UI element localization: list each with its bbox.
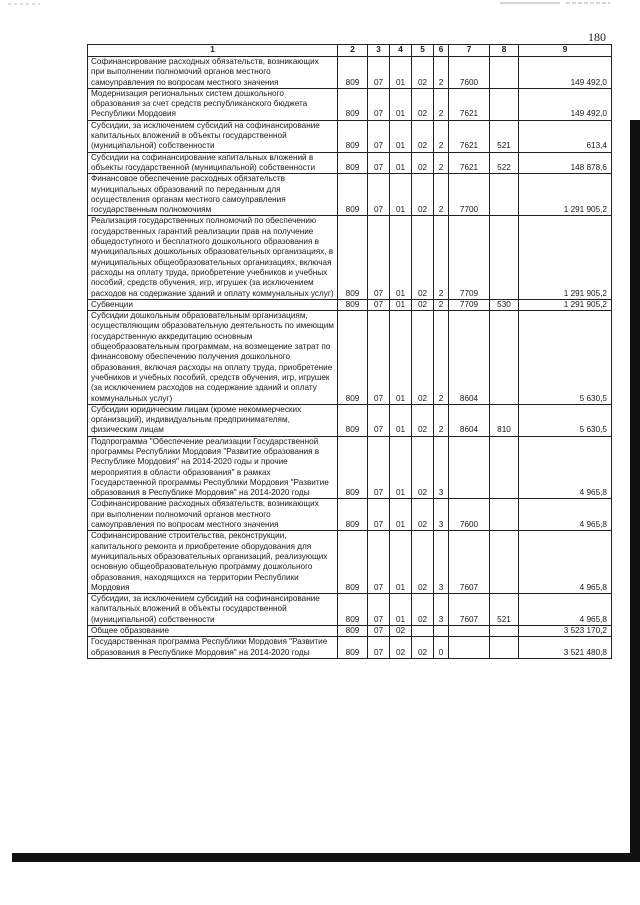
row-amount: 4 965,8 (519, 436, 612, 499)
row-amount: 148 878,6 (519, 152, 612, 174)
row-col-6: 2 (434, 174, 449, 216)
row-col-7: 7700 (449, 174, 490, 216)
row-col-4: 01 (390, 436, 412, 499)
row-col-5: 02 (412, 311, 434, 405)
table-row (88, 88, 612, 120)
row-col-4: 01 (390, 499, 412, 531)
row-col-3: 07 (368, 152, 390, 174)
header-col-1: 1 (88, 45, 338, 57)
row-col-5: 02 (412, 152, 434, 174)
row-col-7 (449, 626, 490, 637)
row-col-2: 809 (338, 626, 368, 637)
row-col-7: 7621 (449, 120, 490, 152)
table-row (88, 626, 612, 637)
row-col-3: 07 (368, 436, 390, 499)
row-col-8 (490, 626, 519, 637)
row-amount: 149 492,0 (519, 88, 612, 120)
row-amount: 4 965,8 (519, 594, 612, 626)
header-col-3: 3 (368, 45, 390, 57)
row-col-2: 809 (338, 152, 368, 174)
row-amount: 613,4 (519, 120, 612, 152)
table-row (88, 216, 612, 299)
table-header-row (88, 45, 612, 57)
row-col-4: 01 (390, 404, 412, 436)
row-name: Модернизация региональных систем дошкольного образования за счет средств республиканского бюджета Республики Мордовия (88, 88, 338, 120)
header-col-6: 6 (434, 45, 449, 57)
row-col-4: 01 (390, 120, 412, 152)
row-col-3: 07 (368, 531, 390, 594)
row-col-3: 07 (368, 311, 390, 405)
table-row (88, 299, 612, 310)
row-amount: 1 291 905,2 (519, 174, 612, 216)
header-col-8: 8 (490, 45, 519, 57)
row-col-6: 2 (434, 299, 449, 310)
row-amount: 149 492,0 (519, 57, 612, 89)
row-col-8: 521 (490, 120, 519, 152)
row-col-6: 2 (434, 311, 449, 405)
row-amount: 4 965,8 (519, 531, 612, 594)
row-col-7: 7709 (449, 216, 490, 299)
row-col-6: 3 (434, 499, 449, 531)
row-col-3: 07 (368, 637, 390, 659)
row-col-6: 2 (434, 216, 449, 299)
table-row (88, 57, 612, 89)
row-col-7: 7600 (449, 57, 490, 89)
row-name: Общее образование (88, 626, 338, 637)
row-col-3: 07 (368, 594, 390, 626)
row-col-8 (490, 174, 519, 216)
row-col-4: 01 (390, 531, 412, 594)
row-col-6: 3 (434, 594, 449, 626)
table-row (88, 436, 612, 499)
row-col-2: 809 (338, 499, 368, 531)
row-col-2: 809 (338, 404, 368, 436)
row-col-5: 02 (412, 174, 434, 216)
row-col-8 (490, 57, 519, 89)
table-row (88, 174, 612, 216)
row-col-4: 01 (390, 299, 412, 310)
scan-edge-marks (0, 0, 640, 12)
row-col-5: 02 (412, 637, 434, 659)
row-amount: 3 521 480,8 (519, 637, 612, 659)
budget-table-container (87, 44, 611, 659)
row-name: Субсидии юридическим лицам (кроме некоммерческих организаций), индивидуальным предпринимателям, физическим лицам (88, 404, 338, 436)
row-amount: 3 523 170,2 (519, 626, 612, 637)
row-col-2: 809 (338, 637, 368, 659)
row-col-4: 01 (390, 594, 412, 626)
row-col-5: 02 (412, 499, 434, 531)
row-col-7: 7607 (449, 594, 490, 626)
row-col-2: 809 (338, 311, 368, 405)
row-col-5 (412, 626, 434, 637)
page-number: 180 (588, 30, 606, 44)
row-col-8: 521 (490, 594, 519, 626)
row-col-5: 02 (412, 216, 434, 299)
row-col-2: 809 (338, 299, 368, 310)
row-col-7: 7709 (449, 299, 490, 310)
row-col-4: 01 (390, 152, 412, 174)
row-col-4: 01 (390, 57, 412, 89)
row-col-3: 07 (368, 57, 390, 89)
row-name: Реализация государственных полномочий по обеспечению государственных гарантий реализации прав на получение общедоступного и бесплатного дошкольного образования в муниципальных дошкольных образовательных организациях, в муниципальных общеобразовательных организациях, включая расходы на оплату труда, приобретение учебников и учебных пособий, средств обучения, игр, игрушек (за исключением расходов на содержание зданий и оплату коммунальных услуг) (88, 216, 338, 299)
row-amount: 1 291 905,2 (519, 216, 612, 299)
row-col-3: 07 (368, 404, 390, 436)
budget-table (87, 44, 612, 659)
row-col-3: 07 (368, 299, 390, 310)
table-row (88, 531, 612, 594)
header-col-9: 9 (519, 45, 612, 57)
row-col-2: 809 (338, 216, 368, 299)
row-col-6: 3 (434, 436, 449, 499)
row-col-7: 7621 (449, 152, 490, 174)
row-col-2: 809 (338, 174, 368, 216)
row-col-5: 02 (412, 57, 434, 89)
row-col-5: 02 (412, 531, 434, 594)
table-row (88, 637, 612, 659)
row-col-6: 2 (434, 152, 449, 174)
row-col-3: 07 (368, 216, 390, 299)
row-col-2: 809 (338, 531, 368, 594)
table-row (88, 499, 612, 531)
row-col-4: 02 (390, 626, 412, 637)
table-row (88, 404, 612, 436)
row-amount: 4 965,8 (519, 499, 612, 531)
scan-right-edge (630, 120, 640, 862)
row-col-2: 809 (338, 436, 368, 499)
row-col-3: 07 (368, 626, 390, 637)
row-name: Субвенции (88, 299, 338, 310)
row-col-2: 809 (338, 57, 368, 89)
table-row (88, 594, 612, 626)
row-col-6: 2 (434, 120, 449, 152)
row-col-5: 02 (412, 594, 434, 626)
row-col-3: 07 (368, 174, 390, 216)
row-name: Софинансирование расходных обязательств, возникающих при выполнении полномочий органов местного самоуправления по вопросам местного значения (88, 57, 338, 89)
row-name: Софинансирование строительства, реконструкции, капитального ремонта и приобретение оборудования для муниципальных образовательных организаций, реализующих основную общеобразовательную программу дошкольного образования, находящихся на территории Республики Мордовия (88, 531, 338, 594)
row-col-3: 07 (368, 499, 390, 531)
row-name: Субсидии дошкольным образовательным организациям, осуществляющим образовательную деятельность по имеющим государственную аккредитацию основным общеобразовательным программам, на возмещение затрат по финансовому обеспечению получения дошкольного образования, включая расходы на оплату труда, приобретение учебников и учебных пособий, средств обучения, игр, игрушек (за исключением расходов на содержание зданий и оплату коммунальных услуг) (88, 311, 338, 405)
row-col-7: 7607 (449, 531, 490, 594)
row-col-6: 3 (434, 531, 449, 594)
row-col-8: 810 (490, 404, 519, 436)
row-col-7: 7600 (449, 499, 490, 531)
row-col-7 (449, 637, 490, 659)
row-name: Субсидии, за исключением субсидий на софинансирование капитальных вложений в объекты государственной (муниципальной) собственности (88, 120, 338, 152)
row-col-2: 809 (338, 120, 368, 152)
row-name: Государственная программа Республики Мордовия "Развитие образования в Республике Мордовия" на 2014-2020 годы (88, 637, 338, 659)
row-name: Субсидии на софинансирование капитальных вложений в объекты государственной (муниципальной) собственности (88, 152, 338, 174)
row-col-5: 02 (412, 299, 434, 310)
header-col-5: 5 (412, 45, 434, 57)
row-col-8 (490, 637, 519, 659)
row-col-6: 2 (434, 404, 449, 436)
row-col-4: 01 (390, 174, 412, 216)
row-col-2: 809 (338, 594, 368, 626)
row-col-5: 02 (412, 404, 434, 436)
row-name: Софинансирование расходных обязательств, возникающих при выполнении полномочий органов местного самоуправления по вопросам местного значения (88, 499, 338, 531)
row-name: Подпрограмма "Обеспечение реализации Государственной программы Республики Мордовия "Развитие образования в Республике Мордовия" на 2014-2020 годы и прочие мероприятия в области образования" в рамках Государственной программы Республики Мордовия "Развитие образования в Республике Мордовия" на 2014-2020 годы (88, 436, 338, 499)
row-col-6: 2 (434, 88, 449, 120)
row-col-7: 8604 (449, 404, 490, 436)
table-row (88, 120, 612, 152)
header-col-2: 2 (338, 45, 368, 57)
row-col-6: 2 (434, 57, 449, 89)
scan-bottom-edge (12, 853, 640, 862)
table-row (88, 152, 612, 174)
row-col-4: 01 (390, 311, 412, 405)
row-col-3: 07 (368, 120, 390, 152)
row-col-4: 02 (390, 637, 412, 659)
row-col-5: 02 (412, 88, 434, 120)
row-col-7: 7621 (449, 88, 490, 120)
row-amount: 5 630,5 (519, 404, 612, 436)
row-col-3: 07 (368, 88, 390, 120)
row-col-8: 530 (490, 299, 519, 310)
row-col-8 (490, 436, 519, 499)
row-col-8 (490, 311, 519, 405)
row-col-2: 809 (338, 88, 368, 120)
row-col-5: 02 (412, 436, 434, 499)
row-col-7 (449, 436, 490, 499)
row-name: Финансовое обеспечение расходных обязательств муниципальных образований по переданным для осуществления органам местного самоуправления государственным полномочиям (88, 174, 338, 216)
row-col-7: 8604 (449, 311, 490, 405)
row-col-8 (490, 216, 519, 299)
header-col-7: 7 (449, 45, 490, 57)
row-col-8 (490, 531, 519, 594)
row-col-4: 01 (390, 216, 412, 299)
row-col-6: 0 (434, 637, 449, 659)
row-col-8 (490, 499, 519, 531)
row-col-6 (434, 626, 449, 637)
row-amount: 5 630,5 (519, 311, 612, 405)
row-amount: 1 291 905,2 (519, 299, 612, 310)
row-col-5: 02 (412, 120, 434, 152)
row-col-4: 01 (390, 88, 412, 120)
row-col-8 (490, 88, 519, 120)
header-col-4: 4 (390, 45, 412, 57)
table-row (88, 311, 612, 405)
row-col-8: 522 (490, 152, 519, 174)
row-name: Субсидии, за исключением субсидий на софинансирование капитальных вложений в объекты государственной (муниципальной) собственности (88, 594, 338, 626)
